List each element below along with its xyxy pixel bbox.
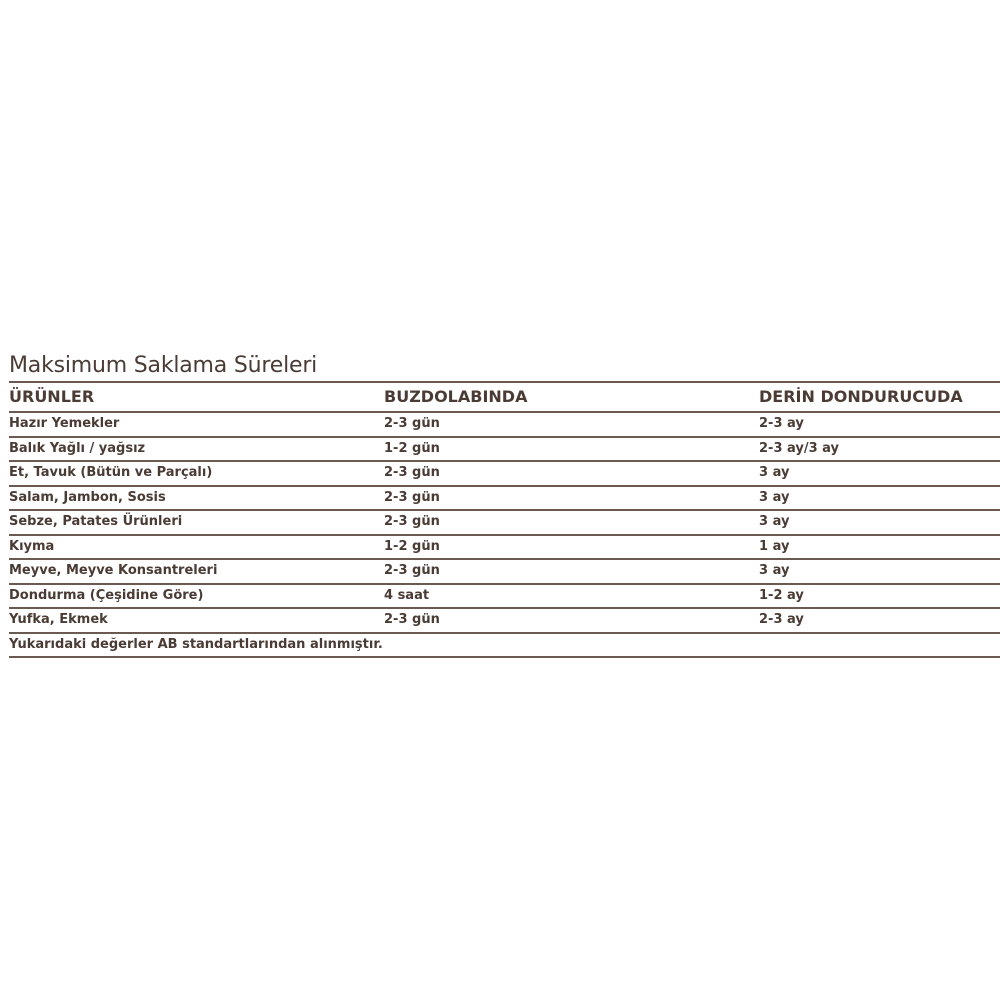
header-products: ÜRÜNLER [9, 387, 95, 406]
header-deep-freezer: DERİN DONDURUCUDA [759, 387, 963, 406]
table-row [9, 560, 1000, 585]
cell-refrigerator: 2-3 gün [384, 514, 440, 529]
cell-product: Yufka, Ekmek [9, 612, 108, 627]
cell-refrigerator: 2-3 gün [384, 489, 440, 505]
table-row [9, 585, 1000, 610]
cell-product: Dondurma (Çeşidine Göre) [9, 587, 204, 603]
table-row [9, 609, 1000, 634]
cell-refrigerator: 2-3 gün [384, 612, 440, 627]
cell-product: Hazır Yemekler [9, 416, 120, 431]
cell-product: Kıyma [9, 538, 55, 554]
footnote-row [9, 634, 1000, 658]
cell-freezer: 2-3 ay/3 ay [759, 440, 840, 456]
cell-freezer: 3 ay [759, 563, 790, 578]
cell-product: Balık Yağlı / yağsız [9, 440, 146, 456]
cell-product: Sebze, Patates Ürünleri [9, 514, 183, 529]
table-row [9, 487, 1000, 512]
table-row [9, 536, 1000, 561]
cell-refrigerator: 2-3 gün [384, 465, 440, 480]
footnote-text: Yukarıdaki değerler AB standartlarından alınmıştır. [9, 636, 383, 652]
table-header-row [9, 383, 1000, 413]
cell-refrigerator: 2-3 gün [384, 563, 440, 578]
cell-product: Meyve, Meyve Konsantreleri [9, 563, 218, 578]
cell-refrigerator: 4 saat [384, 587, 430, 603]
cell-freezer: 2-3 ay [759, 416, 804, 431]
header-refrigerator: BUZDOLABINDA [384, 387, 528, 406]
cell-refrigerator: 1-2 gün [384, 440, 440, 456]
storage-times-document [9, 350, 1000, 658]
cell-freezer: 2-3 ay [759, 612, 804, 627]
cell-freezer: 3 ay [759, 514, 790, 529]
cell-freezer: 1-2 ay [759, 587, 804, 603]
cell-product: Et, Tavuk (Bütün ve Parçalı) [9, 465, 213, 480]
cell-refrigerator: 1-2 gün [384, 538, 440, 554]
cell-freezer: 3 ay [759, 465, 790, 480]
table-row [9, 438, 1000, 463]
table-row [9, 413, 1000, 438]
table-row [9, 462, 1000, 487]
cell-product: Salam, Jambon, Sosis [9, 489, 166, 505]
cell-freezer: 3 ay [759, 489, 790, 505]
cell-freezer: 1 ay [759, 538, 790, 554]
page-title: Maksimum Saklama Süreleri [9, 353, 318, 378]
table-row [9, 511, 1000, 536]
cell-refrigerator: 2-3 gün [384, 416, 440, 431]
